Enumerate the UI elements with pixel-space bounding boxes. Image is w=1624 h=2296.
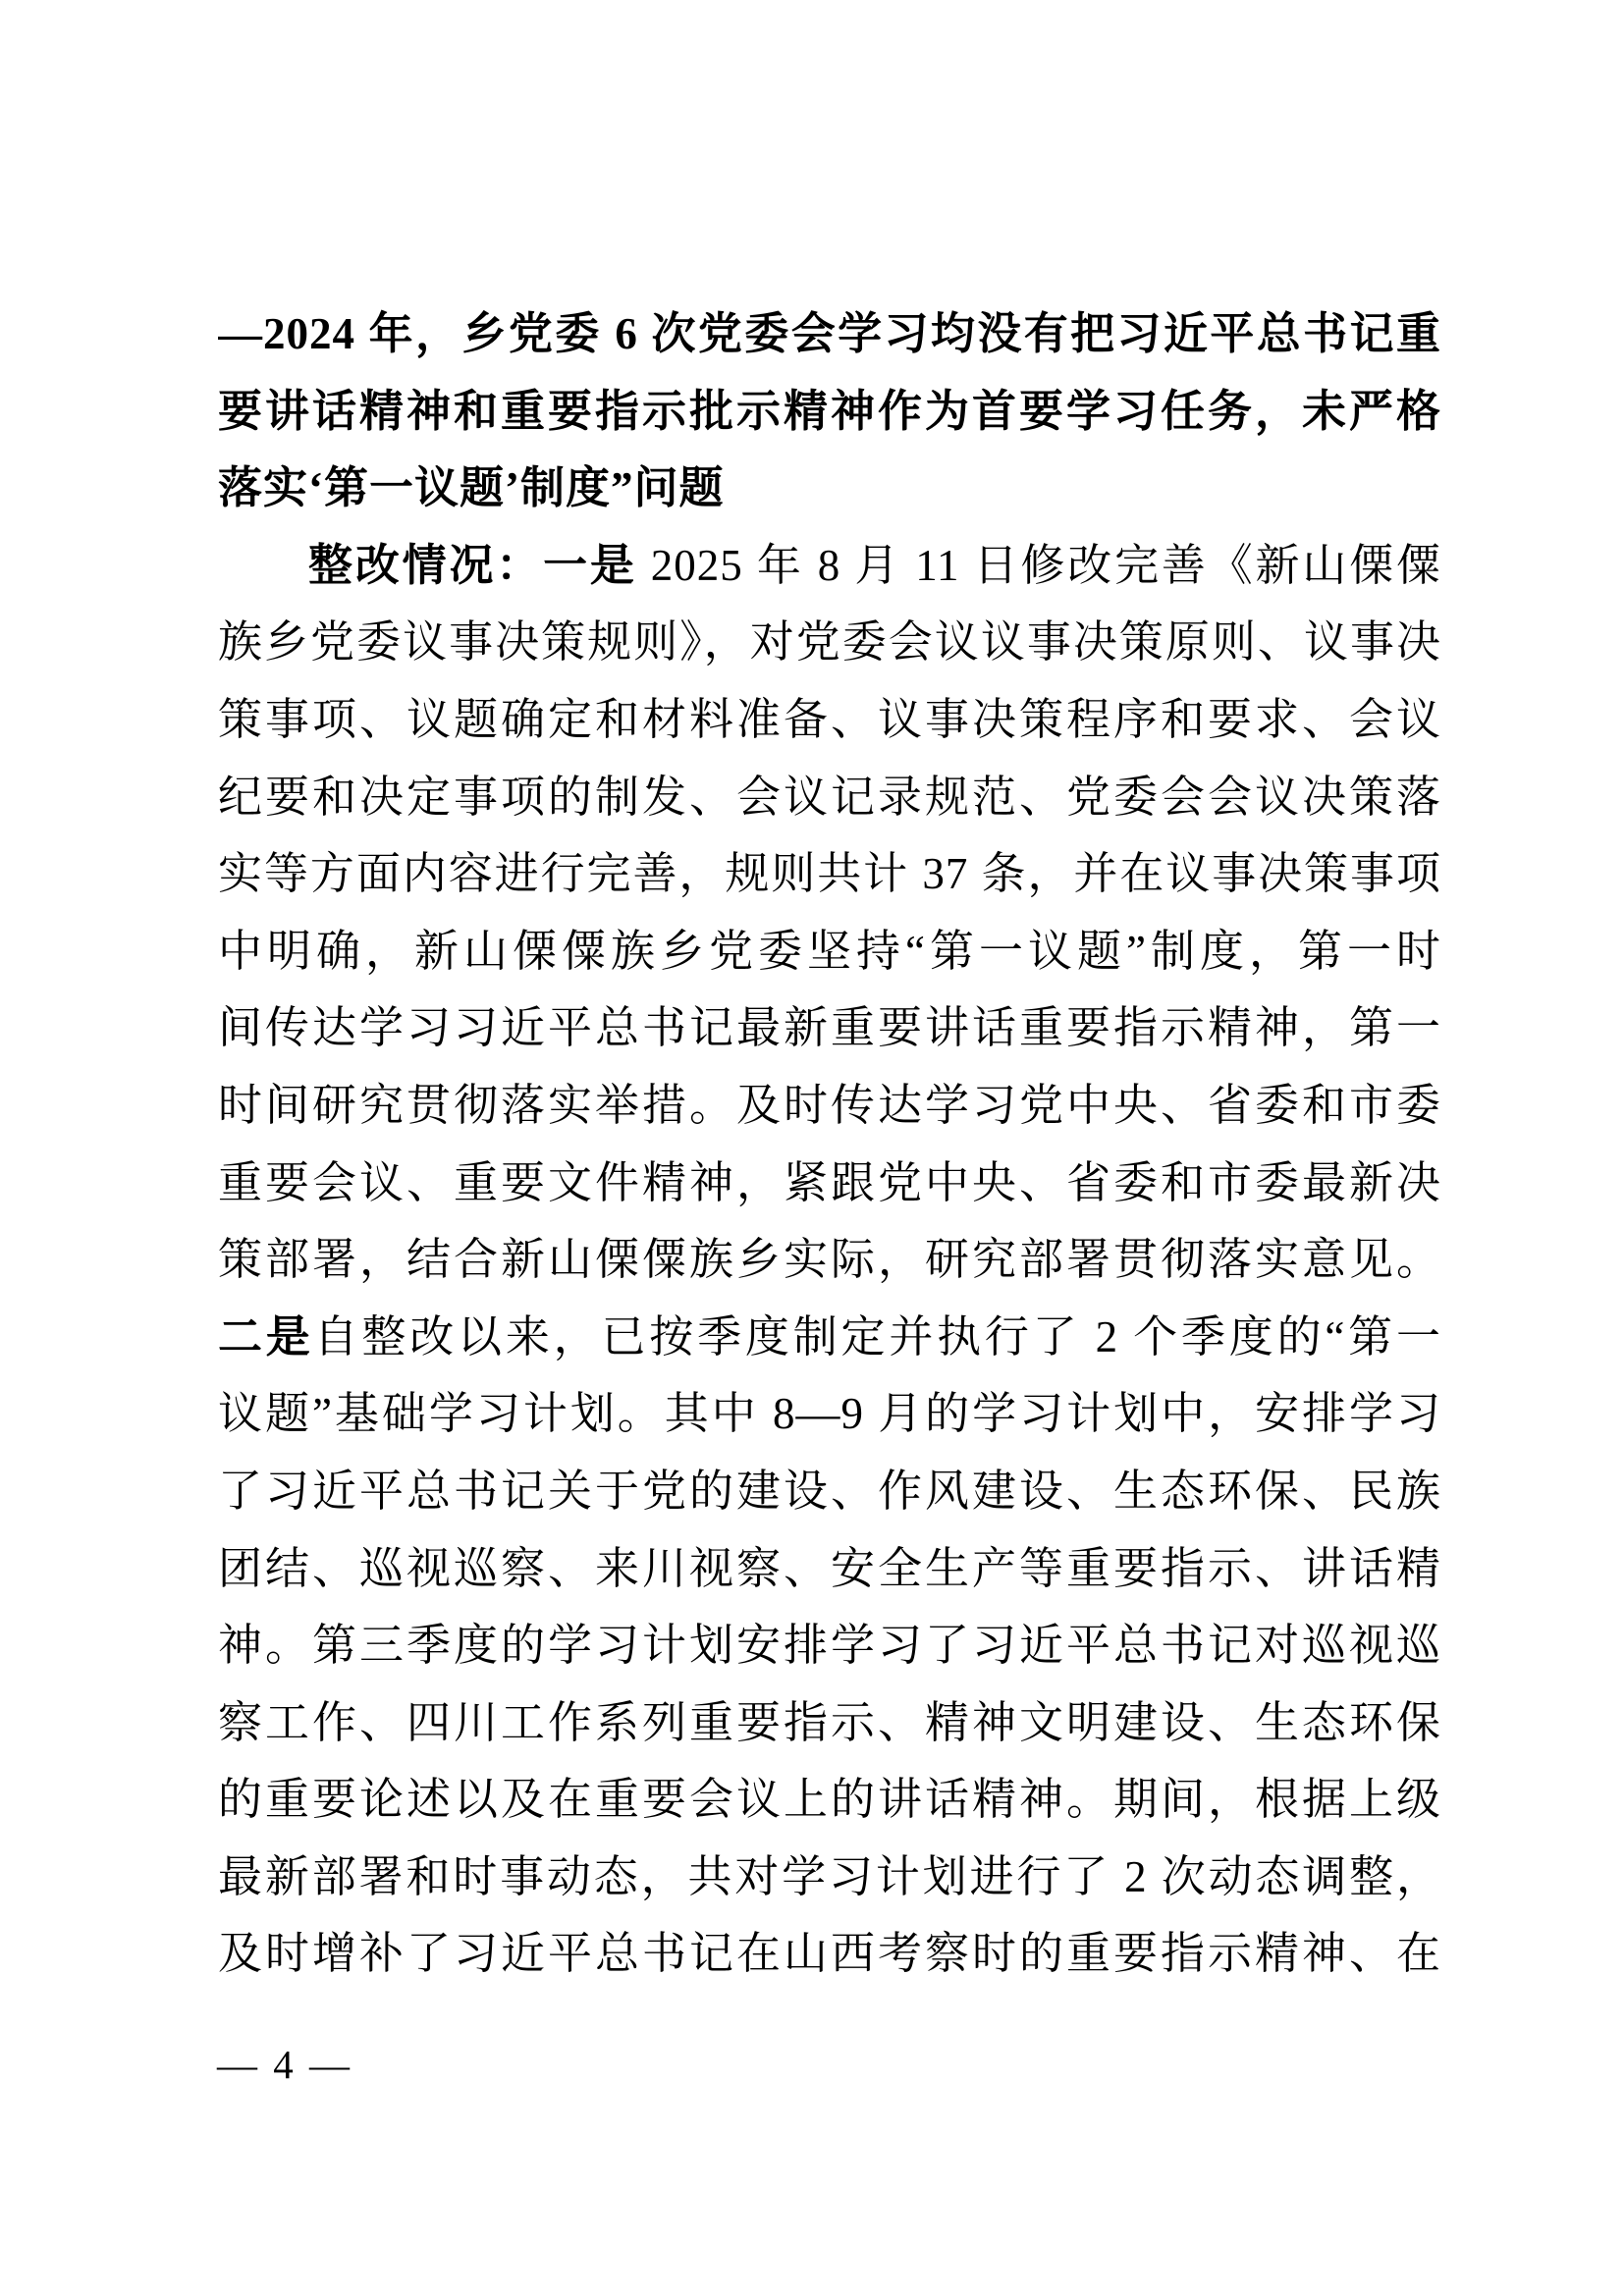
text-segment: 中明确，新山傈僳族乡党委坚持“第一议题”制度，第一时: [218, 926, 1441, 976]
bold-text-segment: 二是: [218, 1311, 314, 1362]
text-segment: 2025 年 8 月 11 日修改完善《新山傈僳: [636, 540, 1441, 590]
text-line: [218, 373, 1441, 451]
text-line: [218, 1761, 1441, 1839]
text-line: [218, 1145, 1441, 1222]
text-line: [218, 913, 1441, 990]
text-line: [218, 1839, 1441, 1916]
bold-text-segment: 落实‘第一议题’制度”问题: [218, 463, 725, 513]
text-segment: 团结、巡视巡察、来川视察、安全生产等重要指示、讲话精: [218, 1543, 1441, 1593]
text-line: [218, 1067, 1441, 1145]
text-segment: 重要会议、重要文件精神，紧跟党中央、省委和市委最新决: [218, 1157, 1441, 1207]
text-segment: 时间研究贯彻落实举措。及时传达学习党中央、省委和市委: [218, 1080, 1441, 1130]
text-segment: 最新部署和时事动态，共对学习计划进行了 2 次动态调整，: [218, 1851, 1441, 1901]
text-line: [218, 450, 1441, 527]
text-line: [218, 1299, 1441, 1376]
text-line: [218, 835, 1441, 913]
text-segment: 议题”基础学习计划。其中 8—9 月的学习计划中，安排学习: [218, 1389, 1441, 1439]
text-line: [218, 759, 1441, 836]
text-line: [218, 1915, 1441, 1993]
text-line: [218, 1375, 1441, 1453]
text-line: [218, 1453, 1441, 1530]
text-line: [218, 295, 1441, 373]
text-segment: 纪要和决定事项的制发、会议记录规范、党委会会议决策落: [218, 772, 1441, 822]
text-segment: 实等方面内容进行完善，规则共计 37 条，并在议事决策事项: [218, 849, 1441, 899]
text-line: [218, 1221, 1441, 1299]
text-segment: 策事项、议题确定和材料准备、议事决策程序和要求、会议: [218, 694, 1441, 744]
text-line: [218, 604, 1441, 681]
text-segment: 自整改以来，已按季度制定并执行了 2 个季度的“第一: [313, 1311, 1441, 1362]
document-body: [218, 295, 1441, 1993]
text-segment: 策部署，结合新山傈僳族乡实际，研究部署贯彻落实意见。: [218, 1235, 1441, 1285]
text-segment: 了习近平总书记关于党的建设、作风建设、生态环保、民族: [218, 1466, 1441, 1516]
bold-text-segment: 要讲话精神和重要指示批示精神作为首要学习任务，未严格: [218, 386, 1441, 436]
text-line: [218, 527, 1441, 605]
text-line: [218, 1607, 1441, 1684]
bold-text-segment: 整改情况：一是: [308, 540, 637, 590]
text-line: [218, 1530, 1441, 1608]
text-line: [218, 1684, 1441, 1762]
text-line: [218, 681, 1441, 759]
text-segment: 及时增补了习近平总书记在山西考察时的重要指示精神、在: [218, 1929, 1441, 1979]
text-segment: 族乡党委议事决策规则》，对党委会议议事决策原则、议事决: [218, 617, 1441, 667]
text-segment: 神。第三季度的学习计划安排学习了习近平总书记对巡视巡: [218, 1621, 1441, 1671]
text-line: [218, 989, 1441, 1067]
text-segment: 察工作、四川工作系列重要指示、精神文明建设、生态环保: [218, 1697, 1441, 1747]
bold-text-segment: —2024 年，乡党委 6 次党委会学习均没有把习近平总书记重: [218, 309, 1441, 358]
page-number-footer: — 4 —: [217, 2042, 352, 2087]
text-segment: 间传达学习习近平总书记最新重要讲话重要指示精神，第一: [218, 1003, 1441, 1053]
text-segment: 的重要论述以及在重要会议上的讲话精神。期间，根据上级: [218, 1775, 1441, 1825]
